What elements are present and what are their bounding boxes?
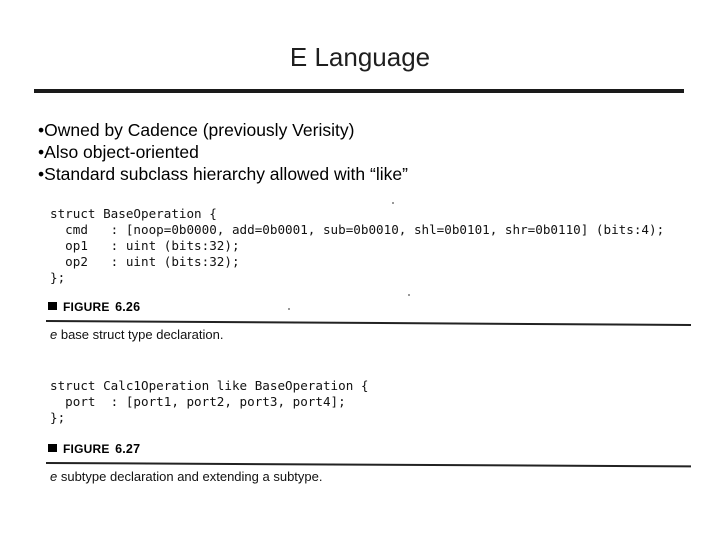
figure-number: 6.26 <box>115 300 141 314</box>
bullet-list <box>38 119 408 185</box>
code-block-base-struct: struct BaseOperation { cmd : [noop=0b0000, add=0b0001, sub=0b0010, shl=0b0101, shr=0b0110] (bits:4); op1 : uint (bits:32); op2 : uint (bits:32); }; <box>50 206 665 285</box>
scan-speck <box>288 308 290 310</box>
bullet-item <box>38 119 408 141</box>
scan-speck <box>392 202 394 204</box>
caption-italic-e: e <box>50 327 58 342</box>
caption-text: base struct type declaration. <box>57 327 224 342</box>
figure-word: FIGURE <box>63 442 110 456</box>
bullet-text: Standard subclass hierarchy allowed with “like” <box>44 164 408 184</box>
scan-speck <box>408 294 410 296</box>
scanned-book-excerpt <box>40 196 695 496</box>
code-block-subtype: struct Calc1Operation like BaseOperation { port : [port1, port2, port3, port4]; }; <box>50 378 369 425</box>
caption-text: subtype declaration and extending a subtype. <box>57 469 323 484</box>
caption-italic-e: e <box>50 469 58 484</box>
figure-label <box>48 300 140 314</box>
title-divider <box>34 89 684 93</box>
bullet-text: Owned by Cadence (previously Verisity) <box>44 120 355 140</box>
bullet-item <box>38 163 408 185</box>
figure-label <box>48 442 140 456</box>
slide-title: E Language <box>289 42 431 72</box>
bullet-text: Also object-oriented <box>44 142 199 162</box>
figure-rule <box>46 320 691 326</box>
figure-caption <box>50 327 223 342</box>
figure-caption <box>50 469 322 484</box>
square-bullet-icon <box>48 302 57 310</box>
square-bullet-icon <box>48 444 57 452</box>
bullet-item <box>38 141 408 163</box>
figure-rule <box>46 462 691 467</box>
figure-word: FIGURE <box>63 300 110 314</box>
figure-number: 6.27 <box>115 442 141 456</box>
